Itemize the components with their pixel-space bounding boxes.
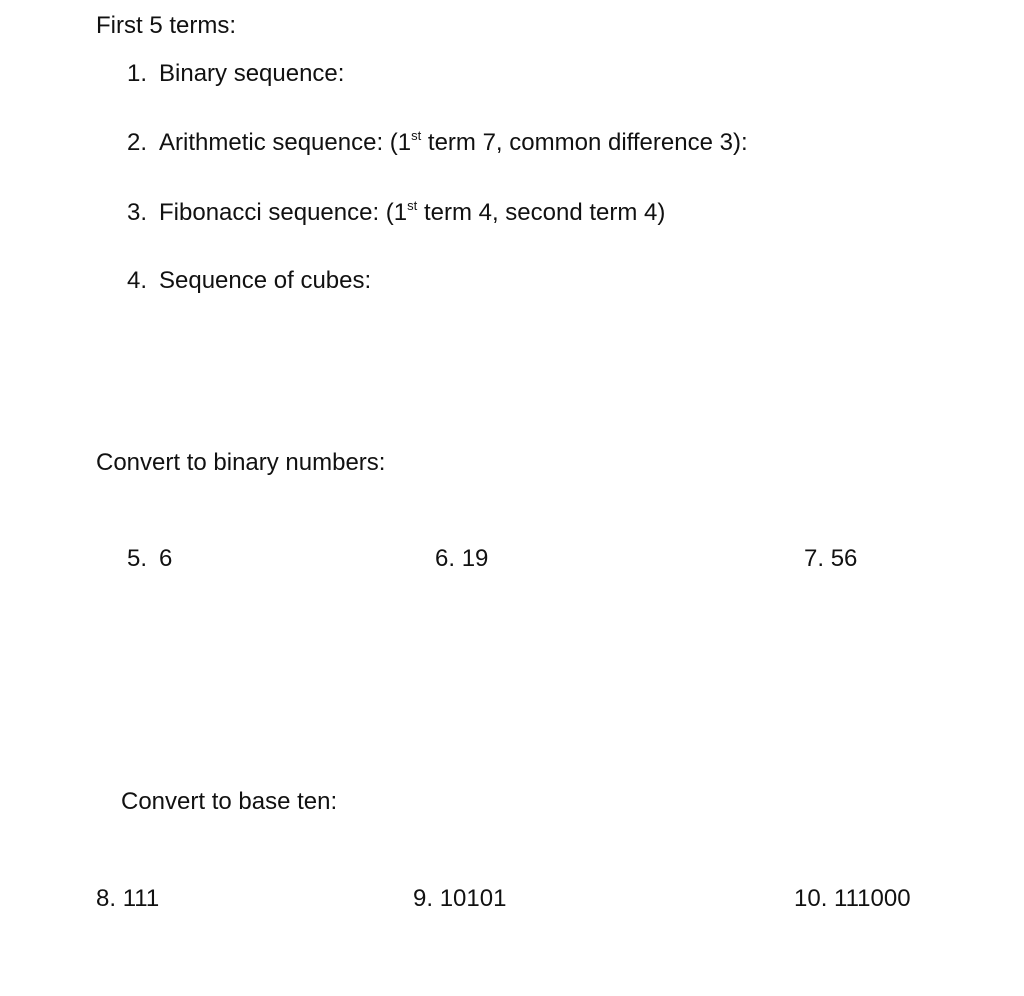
problem-6: [435, 547, 488, 571]
problem-10: [794, 887, 911, 911]
problem-value: 6: [159, 545, 173, 572]
problem-number: 7.: [804, 545, 825, 572]
problem-text: Fibonacci sequence: (1: [159, 199, 408, 226]
problem-number: 10.: [794, 885, 828, 912]
ordinal-superscript: st: [411, 128, 422, 143]
problem-number: 1.: [127, 60, 148, 87]
problem-number: 3.: [127, 199, 148, 226]
problem-number: 2.: [127, 129, 148, 156]
problem-5: [127, 547, 172, 571]
section-heading-first-5-terms: First 5 terms:: [96, 12, 237, 39]
section-heading-convert-to-binary: Convert to binary numbers:: [96, 449, 386, 476]
problem-text: Sequence of cubes:: [159, 267, 372, 294]
problem-text: Binary sequence:: [159, 60, 345, 87]
problem-value: 111: [122, 885, 160, 912]
problem-4: [127, 269, 371, 293]
problem-2: [127, 128, 748, 156]
problem-number: 6.: [435, 545, 456, 572]
section-heading-convert-to-base-ten: Convert to base ten:: [121, 788, 338, 815]
problem-9: [413, 887, 506, 911]
problem-text-continued: term 4, second term 4): [417, 199, 666, 226]
problem-7: [804, 547, 857, 571]
problem-value: 56: [830, 545, 858, 572]
problem-number: 5.: [127, 545, 148, 572]
problem-value: 111000: [834, 885, 911, 912]
problem-1: [127, 62, 344, 86]
problem-8: [96, 887, 159, 911]
problem-number: 9.: [413, 885, 434, 912]
problem-text-continued: term 7, common difference 3):: [421, 129, 748, 156]
problem-3: [127, 198, 666, 226]
problem-number: 4.: [127, 267, 148, 294]
ordinal-superscript: st: [407, 198, 418, 213]
problem-value: 19: [461, 545, 489, 572]
problem-number: 8.: [96, 885, 117, 912]
problem-value: 10101: [439, 885, 507, 912]
problem-text: Arithmetic sequence: (1: [159, 129, 412, 156]
